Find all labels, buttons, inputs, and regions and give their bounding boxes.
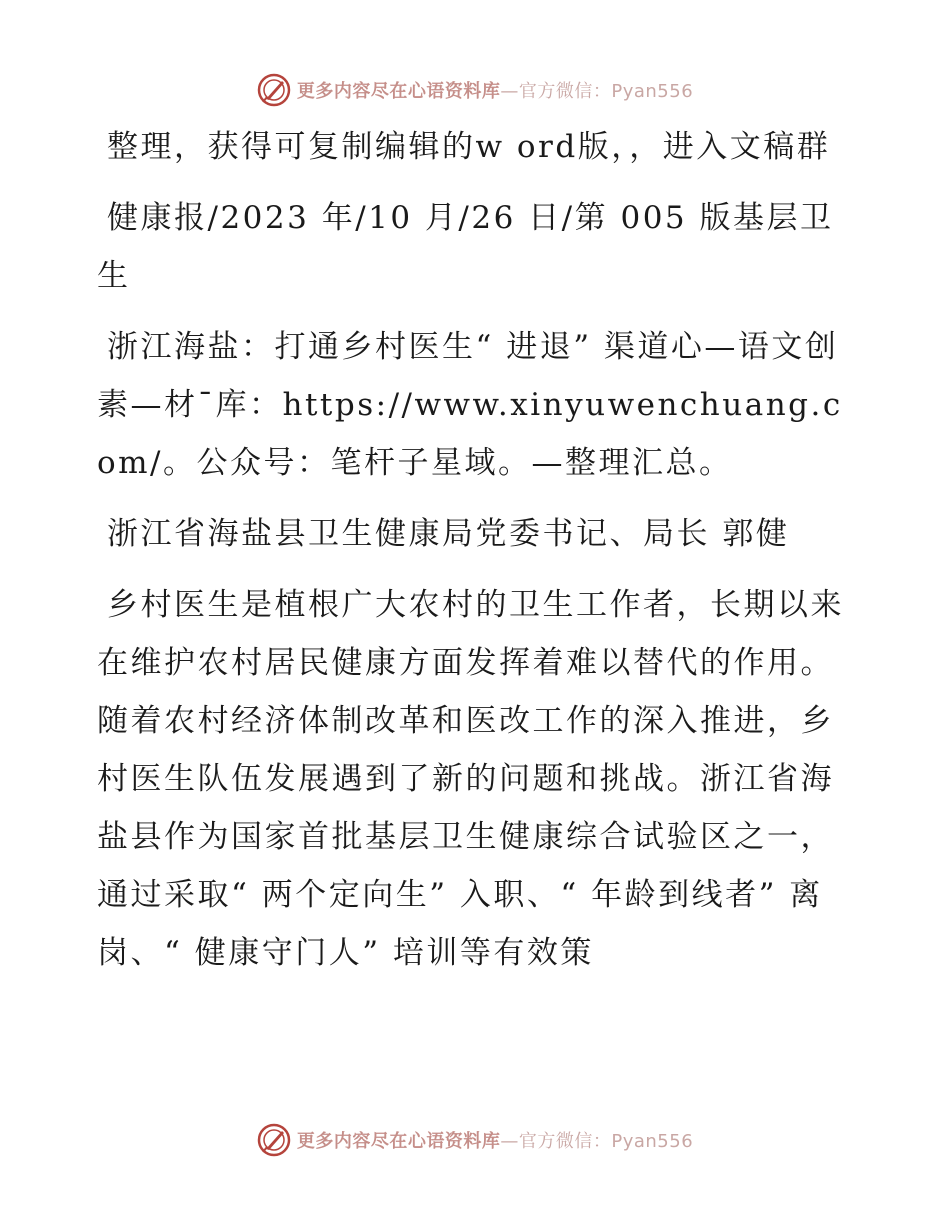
intro-paragraph: 整理，获得可复制编辑的w ord版，，进入文稿群 — [107, 129, 831, 165]
body-paragraph: 乡村医生是植根广大农村的卫生工作者，长期以来在维护农村居民健康方面发挥着难以替代的作用。随着农村经济体制改革和医改工作的深入推进，乡村医生队伍发展遇到了新的问题和挑战。浙江省海盐县作为国家首批基层卫生健康综合试验区之一，通过采取“ 两个定向生” 入职、“ 年龄到线者” 离岗、“ 健康守门人” 培训等有效策 — [97, 587, 844, 971]
source-line: 健康报/2023 年/10 月/26 日/第 005 版基层卫生 — [97, 200, 834, 294]
document-body — [97, 118, 857, 995]
footer-banner-main: 更多内容尽在心语资料库 — [296, 1131, 501, 1152]
quill-logo-icon — [257, 73, 291, 107]
quill-logo-icon — [257, 1123, 291, 1157]
footer-banner-text — [297, 1127, 693, 1153]
header-banner-text — [297, 77, 693, 103]
article-title: 浙江海盐：打通乡村医生“ 进退” 渠道心—语文创素—材¯库：https://www.xinyuwenchuang.com/。公众号：笔杆子星域。—整理汇总。 — [97, 329, 843, 481]
header-banner — [0, 70, 950, 110]
header-banner-rest: —官方微信：Pyan556 — [500, 81, 694, 102]
footer-banner-rest: —官方微信：Pyan556 — [500, 1131, 694, 1152]
header-banner-main: 更多内容尽在心语资料库 — [296, 81, 501, 102]
footer-banner — [0, 1120, 950, 1160]
author-line: 浙江省海盐县卫生健康局党委书记、局长 郭健 — [107, 516, 790, 552]
